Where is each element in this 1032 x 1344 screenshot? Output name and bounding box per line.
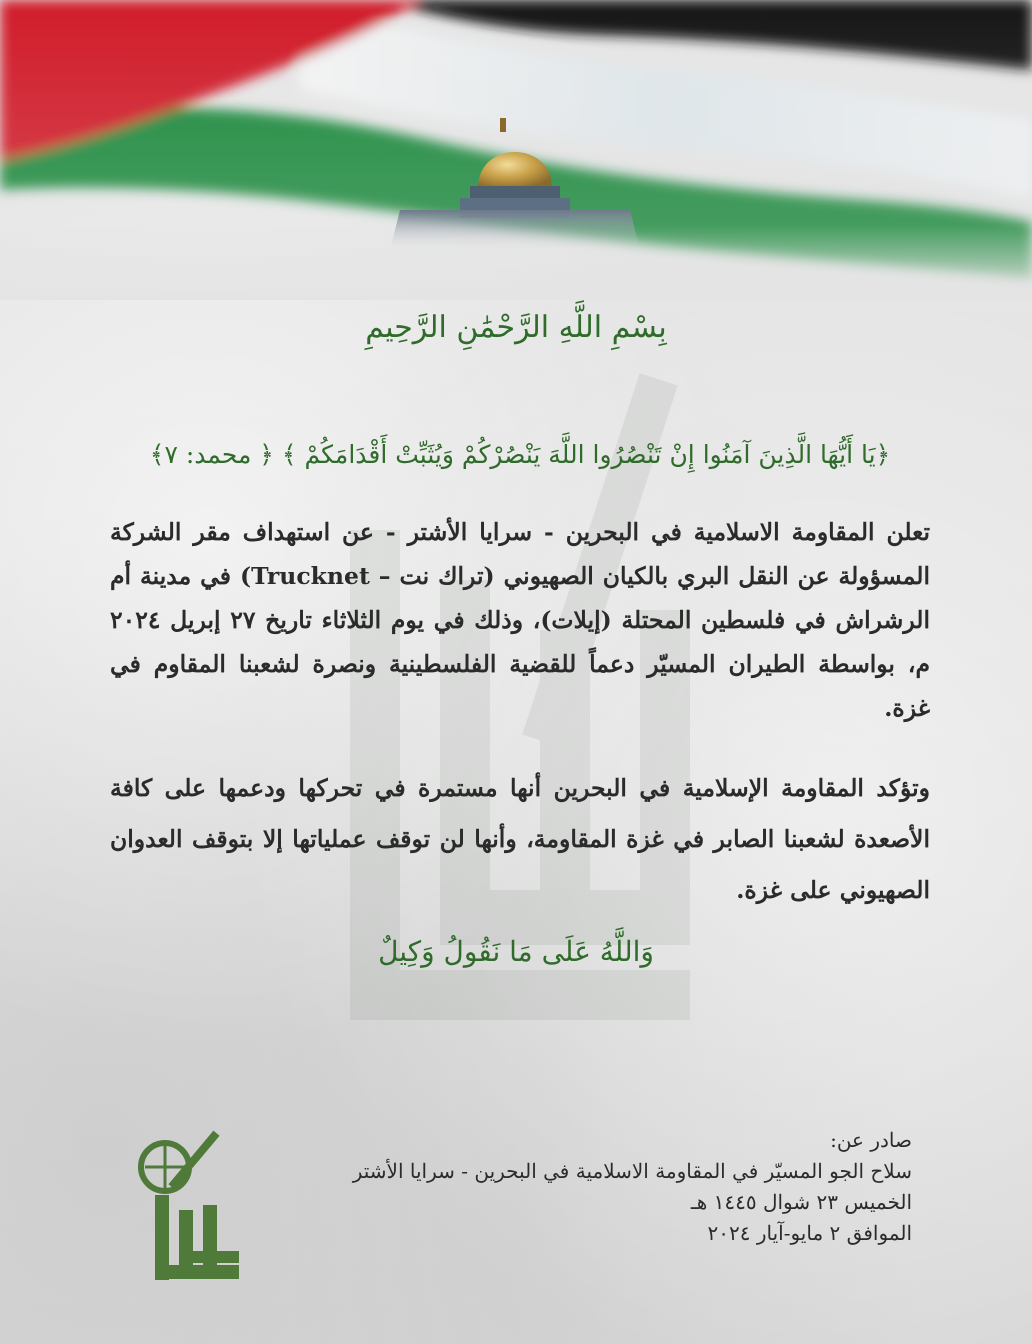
issuer-footer [272, 1125, 912, 1249]
dome-of-the-rock-icon [390, 110, 640, 250]
issued-by-label: صادر عن: [830, 1128, 912, 1152]
basmala-heading: بِسْمِ اللَّهِ الرَّحْمَٰنِ الرَّحِيمِ [365, 310, 667, 345]
gregorian-date: الموافق ٢ مايو-آيار ٢٠٢٤ [707, 1221, 912, 1245]
quran-verse: ﴿يَا أَيُّهَا الَّذِينَ آمَنُوا إِنْ تَنْصُرُوا اللَّهَ يَنْصُرْكُمْ وَيُثَبِّتْ أَقْدَامَكُمْ ﴾ ﴿ محمد: ٧﴾ [149, 440, 891, 469]
hijri-date: الخميس ٢٣ شوال ١٤٤٥ هـ [690, 1190, 912, 1214]
statement-paragraph-2: وتؤكد المقاومة الإسلامية في البحرين أنها مستمرة في تحركها ودعمها على كافة الأصعدة لشعبنا الصابر في غزة المقاومة، وأنها لن توقف عملياتها إلا بتوقف العدوان الصهيوني على غزة. [110, 774, 930, 904]
issuer-name: سلاح الجو المسيّر في المقاومة الاسلامية في البحرين - سرايا الأشتر [352, 1159, 912, 1183]
organization-logo-icon [135, 1115, 245, 1290]
closing-verse: وَاللَّهُ عَلَى مَا نَقُولُ وَكِيلٌ [378, 935, 654, 968]
statement-paragraph-1: تعلن المقاومة الاسلامية في البحرين - سرايا الأشتر - عن استهداف مقر الشركة المسؤولة عن النقل البري بالكيان الصهيوني (تراك نت – Trucknet) في مدينة أم الرشراش في فلسطين المحتلة (إيلات)، وذلك في يوم الثلاثاء تاريخ ٢٧ إبريل ٢٠٢٤ م، بواسطة الطيران المسيّر دعماً للقضية الفلسطينية ونصرة لشعبنا المقاوم في غزة. [110, 518, 931, 722]
